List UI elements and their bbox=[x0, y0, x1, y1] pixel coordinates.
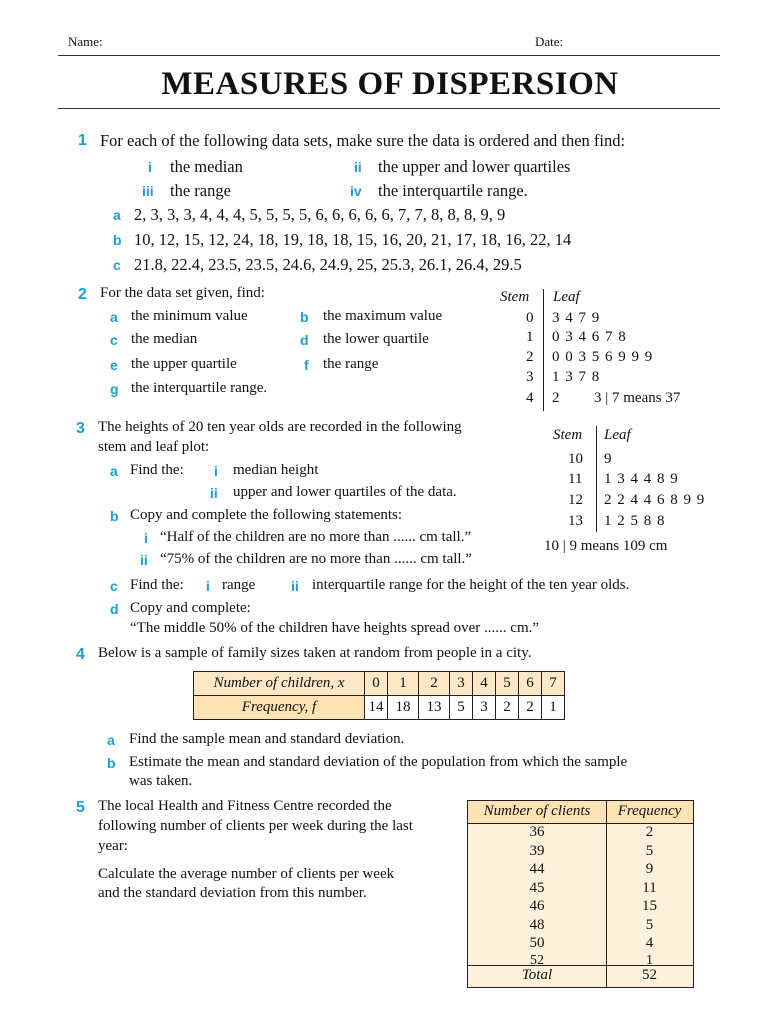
q5-clients-2: 44 bbox=[529, 861, 545, 877]
q5-freq-4: 15 bbox=[642, 898, 657, 914]
q1-part-i-text: the median bbox=[170, 157, 243, 176]
q3-b-label: b bbox=[110, 508, 119, 524]
q4-f-2: 13 bbox=[419, 696, 450, 720]
q4-f-7: 1 bbox=[542, 696, 565, 720]
q2-stem-divider bbox=[543, 289, 544, 411]
q5-clients-0: 36 bbox=[529, 824, 545, 840]
q3-a-i-label: i bbox=[214, 463, 218, 479]
question-number-4: 4 bbox=[76, 646, 85, 663]
q5-col1-header: Number of clients bbox=[483, 803, 591, 819]
q1-part-ii-label: ii bbox=[354, 159, 362, 175]
q4-a-text: Find the sample mean and standard deviation. bbox=[129, 731, 405, 747]
q2-leaf-2: 0 0 3 5 6 9 9 9 bbox=[552, 349, 654, 365]
q1-set-a-data: 2, 3, 3, 3, 4, 4, 4, 5, 5, 5, 5, 6, 6, 6, 6, 6, 7, 7, 8, 8, 8, 9, 9 bbox=[134, 205, 506, 224]
q1-part-ii-text: the upper and lower quartiles bbox=[378, 157, 571, 176]
q4-prompt: Below is a sample of family sizes taken at random from people in a city. bbox=[98, 645, 532, 661]
q1-set-b-data: 10, 12, 15, 12, 24, 18, 19, 18, 18, 15, 16, 20, 21, 17, 18, 16, 22, 14 bbox=[134, 230, 572, 249]
question-number-5: 5 bbox=[76, 799, 85, 816]
q2-item-a-text: the minimum value bbox=[131, 308, 248, 324]
q1-part-iv-label: iv bbox=[350, 183, 362, 199]
q3-c-ii-text: interquartile range for the height of the ten year olds. bbox=[312, 577, 630, 593]
q2-leaf-1: 0 3 4 6 7 8 bbox=[552, 329, 627, 345]
q1-set-c-label: c bbox=[113, 257, 121, 273]
date-label: Date: bbox=[535, 34, 564, 49]
q3-c-text: Find the: bbox=[130, 577, 184, 593]
q3-a-ii-text: upper and lower quartiles of the data. bbox=[233, 484, 457, 500]
q3-leaf-1: 1 3 4 4 8 9 bbox=[604, 471, 679, 487]
q5-clients-5: 48 bbox=[529, 916, 545, 933]
q2-stem-1: 1 bbox=[526, 329, 534, 345]
q4-x-2: 2 bbox=[419, 672, 450, 696]
q2-item-g-text: the interquartile range. bbox=[131, 380, 268, 396]
q5-calc-line1: Calculate the average number of clients per week bbox=[98, 866, 395, 882]
q5-clients-6: 50 bbox=[529, 935, 545, 951]
q2-stem-0: 0 bbox=[526, 310, 534, 326]
q3-a-text: Find the: bbox=[130, 462, 184, 478]
q2-item-b-label: b bbox=[300, 309, 309, 325]
q4-x-0: 0 bbox=[365, 672, 388, 696]
q3-c-i-text: range bbox=[222, 577, 256, 593]
q4-frequency-table bbox=[193, 671, 565, 720]
q4-row1-header: Number of children, x bbox=[194, 672, 365, 696]
q4-b-label: b bbox=[107, 755, 116, 771]
q4-b-line2: was taken. bbox=[129, 773, 193, 789]
q3-b-ii-text: “75% of the children are no more than ...... cm tall.” bbox=[160, 551, 472, 567]
q1-part-iii-label: iii bbox=[142, 183, 154, 199]
q4-f-4: 3 bbox=[473, 696, 496, 720]
q5-freq-5: 5 bbox=[645, 916, 654, 933]
q5-freq-1: 5 bbox=[645, 842, 654, 859]
q1-set-c-data: 21.8, 22.4, 23.5, 23.5, 24.6, 24.9, 25, 25.3, 26.1, 26.4, 29.5 bbox=[134, 255, 522, 274]
q2-item-c-label: c bbox=[110, 332, 118, 348]
q4-b-line1: Estimate the mean and standard deviation of the population from which the sample bbox=[129, 754, 628, 770]
q2-item-d-label: d bbox=[300, 332, 309, 348]
q2-leaf-3: 1 3 7 8 bbox=[552, 369, 601, 385]
q5-clients-4: 46 bbox=[529, 898, 545, 914]
q4-x-1: 1 bbox=[388, 672, 419, 696]
q5-clients-1: 39 bbox=[529, 842, 545, 859]
q5-freq-2: 9 bbox=[645, 861, 654, 877]
q4-row2-header: Frequency, f bbox=[194, 696, 365, 720]
q4-x-7: 7 bbox=[542, 672, 565, 696]
q2-item-g-label: g bbox=[110, 381, 119, 397]
q1-prompt: For each of the following data sets, make sure the data is ordered and then find: bbox=[100, 131, 626, 150]
q5-freq-6: 4 bbox=[645, 935, 654, 951]
q1-part-i-label: i bbox=[148, 159, 152, 175]
q4-f-6: 2 bbox=[519, 696, 542, 720]
q5-total-value: 52 bbox=[642, 967, 657, 983]
title-rule bbox=[58, 108, 720, 109]
q3-a-label: a bbox=[110, 463, 118, 479]
q3-c-label: c bbox=[110, 578, 118, 594]
q1-part-iv-text: the interquartile range. bbox=[378, 181, 528, 200]
q3-stem-divider bbox=[596, 426, 597, 532]
q3-b-text: Copy and complete the following statements: bbox=[130, 507, 403, 523]
q3-d-quote: “The middle 50% of the children have heights spread over ...... cm.” bbox=[130, 620, 540, 636]
q2-item-e-text: the upper quartile bbox=[131, 356, 237, 372]
q5-clients-table-box bbox=[467, 800, 694, 988]
q3-d-label: d bbox=[110, 601, 119, 617]
q3-b-i-text: “Half of the children are no more than ...... cm tall.” bbox=[160, 529, 472, 545]
page-title: MEASURES OF DISPERSION bbox=[161, 66, 619, 102]
question-number-3: 3 bbox=[76, 420, 85, 437]
q3-a-ii-label: ii bbox=[210, 485, 218, 501]
q4-f-0: 14 bbox=[365, 696, 388, 720]
q4-x-4: 4 bbox=[473, 672, 496, 696]
q2-item-a-label: a bbox=[110, 309, 118, 325]
q5-clients-3: 45 bbox=[529, 879, 545, 896]
q5-freq-7: 1 bbox=[646, 953, 653, 968]
q2-item-c-text: the median bbox=[131, 331, 198, 347]
q3-b-ii-label: ii bbox=[140, 552, 148, 568]
q2-stem-header: Stem bbox=[500, 289, 530, 305]
q2-item-e-label: e bbox=[110, 357, 118, 373]
q2-leaf-header: Leaf bbox=[553, 289, 580, 305]
q5-text-line3: year: bbox=[98, 838, 128, 854]
q5-col2-header: Frequency bbox=[617, 803, 682, 819]
q2-item-b-text: the maximum value bbox=[323, 308, 443, 324]
q3-d-text: Copy and complete: bbox=[130, 600, 251, 616]
q5-freq-0: 2 bbox=[645, 824, 654, 840]
question-number-1: 1 bbox=[78, 132, 87, 149]
q3-c-ii-label: ii bbox=[291, 578, 299, 594]
q3-prompt-line2: stem and leaf plot: bbox=[98, 439, 210, 455]
q1-set-a-label: a bbox=[113, 207, 121, 223]
q5-clients-7: 52 bbox=[530, 953, 544, 968]
q4-x-6: 6 bbox=[519, 672, 542, 696]
q4-f-5: 2 bbox=[496, 696, 519, 720]
q3-stem-1: 11 bbox=[568, 471, 583, 487]
name-label: Name: bbox=[68, 34, 103, 49]
q5-text-line2: following number of clients per week during the last bbox=[98, 818, 413, 834]
q2-stem-4: 4 bbox=[526, 390, 534, 406]
q3-c-i-label: i bbox=[206, 578, 210, 594]
q4-row-frequency bbox=[194, 696, 565, 720]
q3-key: 10 | 9 means 109 cm bbox=[544, 538, 668, 554]
q2-stem-3: 3 bbox=[526, 369, 534, 385]
q3-leaf-0: 9 bbox=[604, 451, 612, 467]
q4-a-label: a bbox=[107, 732, 115, 748]
q1-part-iii-text: the range bbox=[170, 181, 231, 200]
q3-b-i-label: i bbox=[144, 530, 148, 546]
q4-x-5: 5 bbox=[496, 672, 519, 696]
q3-leaf-header: Leaf bbox=[604, 427, 631, 443]
q2-item-d-text: the lower quartile bbox=[323, 331, 429, 347]
q3-stem-header: Stem bbox=[553, 427, 583, 443]
q3-leaf-2: 2 2 4 4 6 8 9 9 bbox=[604, 492, 706, 508]
q4-f-1: 18 bbox=[388, 696, 419, 720]
q5-freq-3: 11 bbox=[642, 879, 657, 896]
q2-key: 3 | 7 means 37 bbox=[594, 390, 681, 406]
q2-item-f-label: f bbox=[304, 357, 309, 373]
q3-a-i-text: median height bbox=[233, 462, 319, 478]
q2-leaf-4: 2 bbox=[552, 390, 560, 406]
q4-f-3: 5 bbox=[450, 696, 473, 720]
q2-stem-2: 2 bbox=[526, 349, 534, 365]
q3-leaf-3: 1 2 5 8 8 bbox=[604, 513, 666, 529]
q3-stem-3: 13 bbox=[568, 513, 583, 529]
q5-text-line1: The local Health and Fitness Centre recorded the bbox=[98, 798, 392, 814]
q3-stem-0: 10 bbox=[568, 451, 583, 467]
q2-leaf-0: 3 4 7 9 bbox=[552, 310, 601, 326]
q5-calc-line2: and the standard deviation from this number. bbox=[98, 885, 367, 901]
q2-item-f-text: the range bbox=[323, 356, 379, 372]
q3-stem-2: 12 bbox=[568, 492, 583, 508]
q3-prompt-line1: The heights of 20 ten year olds are recorded in the following bbox=[98, 419, 462, 435]
q4-x-3: 3 bbox=[450, 672, 473, 696]
header-rule bbox=[58, 55, 720, 56]
question-number-2: 2 bbox=[78, 286, 87, 303]
q5-total-label: Total bbox=[521, 967, 553, 983]
q4-row-children bbox=[194, 672, 565, 696]
q1-set-b-label: b bbox=[113, 232, 122, 248]
q2-prompt: For the data set given, find: bbox=[100, 285, 265, 301]
